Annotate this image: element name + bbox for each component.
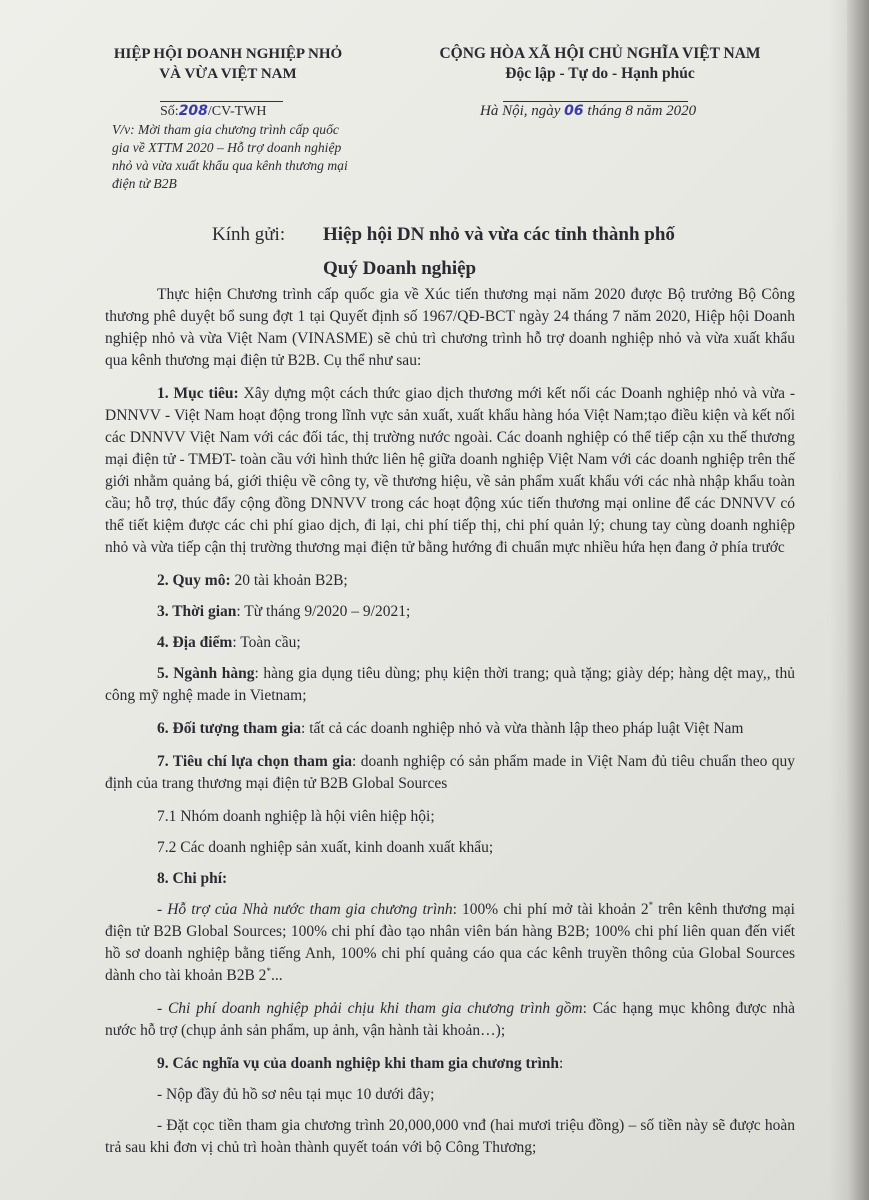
- document-date: Hà Nội, ngày 06 tháng 8 năm 2020: [480, 103, 697, 119]
- section-1: 1. Mục tiêu: Xây dựng một cách thức giao dịch thương mới kết nối các Doanh nghiệp nhỏ và vừa - DNNVV - Việt Nam hoạt động trong lĩnh vực sản xuất, xuất khẩu hàng hóa Việt Nam;tạo điều kiện và kết nối các DNNVV Việt Nam với các đối tác, thị trường nước ngoài. Các doanh nghiệp có thể tiếp cận xu thế thương mại điện tử - TMĐT- toàn cầu với hình thức liên hệ giữa doanh nghiệp Việt Nam với các doanh nghiệp trên thế giới nhằm quảng bá, giới thiệu về công ty, về thương hiệu, về sản phẩm xuất khẩu với các nhà nhập khẩu toàn cầu; hỗ trợ, thúc đẩy cộng đồng DNNVV trong các hoạt động xúc tiến thương mại online để các DNNVV có thể tiết kiệm được các chi phí giao dịch, đi lại, chi phí tiếp thị, chi phí quản lý; chung tay cùng doanh nghiệp nhỏ và vừa tiếp cận thị trường thương mại điện tử bằng hướng đi chuẩn mực nhiều hứa hẹn đang ở phía trước: [105, 385, 795, 556]
- subject-line: V/v: Mời tham gia chương trình cấp quốc gia về XTTM 2020 – Hỗ trợ doanh nghiệp nhỏ và vừa xuất khẩu qua kênh thương mại điện tử B2B: [112, 122, 348, 191]
- section-8b: - Chi phí doanh nghiệp phải chịu khi tham gia chương trình gồm: Các hạng mục không được nhà nước hỗ trợ (chụp ảnh sản phẩm, up ảnh, vận hành tài khoản…);: [105, 1000, 795, 1039]
- national-header: [420, 44, 780, 84]
- section-7-2: 7.2 Các doanh nghiệp sản xuất, kinh doanh xuất khẩu;: [157, 839, 494, 856]
- recipient-1: Hiệp hội DN nhỏ và vừa các tỉnh thành phố: [323, 224, 675, 245]
- section-9-2: - Đặt cọc tiền tham gia chương trình 20,000,000 vnđ (hai mươi triệu đồng) – số tiền này sẽ được hoàn trả sau khi đơn vị chủ trì hoàn thành quyết toán với bộ Công Thương;: [105, 1117, 795, 1156]
- document-number: Số:208/CV-TWH: [160, 103, 267, 119]
- issuer-line-2: VÀ VỪA VIỆT NAM: [159, 66, 297, 82]
- handwritten-number: 208: [178, 103, 208, 119]
- section-8a: - Hỗ trợ của Nhà nước tham gia chương trình: 100% chi phí mở tài khoản 2* trên kênh thương mại điện tử B2B Global Sources; 100% chi phí đào tạo nhân viên bán hàng B2B; 100% chi phí liên quan đến viết hồ sơ doanh nghiệp bằng tiếng Anh, 100% chi phí quảng cáo qua các kênh truyền thông của Global Sources dành cho tài khoản B2B 2*...: [105, 899, 795, 984]
- section-2: 2. Quy mô: 20 tài khoản B2B;: [157, 572, 348, 589]
- section-9: 9. Các nghĩa vụ của doanh nghiệp khi tham gia chương trình:: [157, 1055, 564, 1072]
- recipient-2: Quý Doanh nghiệp: [323, 258, 477, 279]
- issuer-line-1: HIỆP HỘI DOANH NGHIỆP NHỎ: [113, 46, 343, 62]
- section-7: 7. Tiêu chí lựa chọn tham gia: doanh nghiệp có sản phẩm made in Việt Nam đủ tiêu chuẩn theo quy định của trang thương mại điện tử B2B Global Sources: [105, 753, 795, 792]
- section-6: 6. Đối tượng tham gia: tất cả các doanh nghiệp nhỏ và vừa thành lập theo pháp luật Việt Nam: [157, 720, 744, 737]
- letter-body: [105, 284, 795, 1170]
- section-3: 3. Thời gian: Từ tháng 9/2020 – 9/2021;: [157, 603, 411, 620]
- motto-underline: [503, 101, 688, 102]
- issuer-underline: [160, 101, 283, 102]
- section-4: 4. Địa điểm: Toàn cầu;: [157, 634, 301, 651]
- intro-paragraph: Thực hiện Chương trình cấp quốc gia về Xúc tiến thương mại năm 2020 được Bộ trưởng Bộ Công thương phê duyệt bổ sung đợt 1 tại Quyết định số 1967/QĐ-BCT ngày 24 tháng 7 năm 2020, Hiệp hội Doanh nghiệp nhỏ và vừa Việt Nam (VINASME) sẽ chủ trì chương trình hỗ trợ doanh nghiệp nhỏ và vừa xuất khẩu qua kênh thương mại điện tử B2B. Cụ thể như sau:: [105, 286, 795, 369]
- section-7-1: 7.1 Nhóm doanh nghiệp là hội viên hiệp hội;: [157, 808, 435, 825]
- nation-line-1: CỘNG HÒA XÃ HỘI CHỦ NGHĨA VIỆT NAM: [439, 45, 761, 62]
- nation-line-2: Độc lập - Tự do - Hạnh phúc: [505, 65, 695, 82]
- issuer-header: [78, 44, 378, 84]
- section-5: 5. Ngành hàng: hàng gia dụng tiêu dùng; phụ kiện thời trang; quà tặng; giày dép; hàng dệt may,, thủ công mỹ nghệ made in Vietnam;: [105, 665, 795, 704]
- section-8: 8. Chi phí:: [157, 870, 228, 887]
- handwritten-day: 06: [564, 103, 584, 119]
- recipient-label: Kính gửi:: [212, 224, 286, 245]
- section-9-1: - Nộp đầy đủ hồ sơ nêu tại mục 10 dưới đây;: [157, 1086, 435, 1103]
- background-edge: [847, 0, 869, 1200]
